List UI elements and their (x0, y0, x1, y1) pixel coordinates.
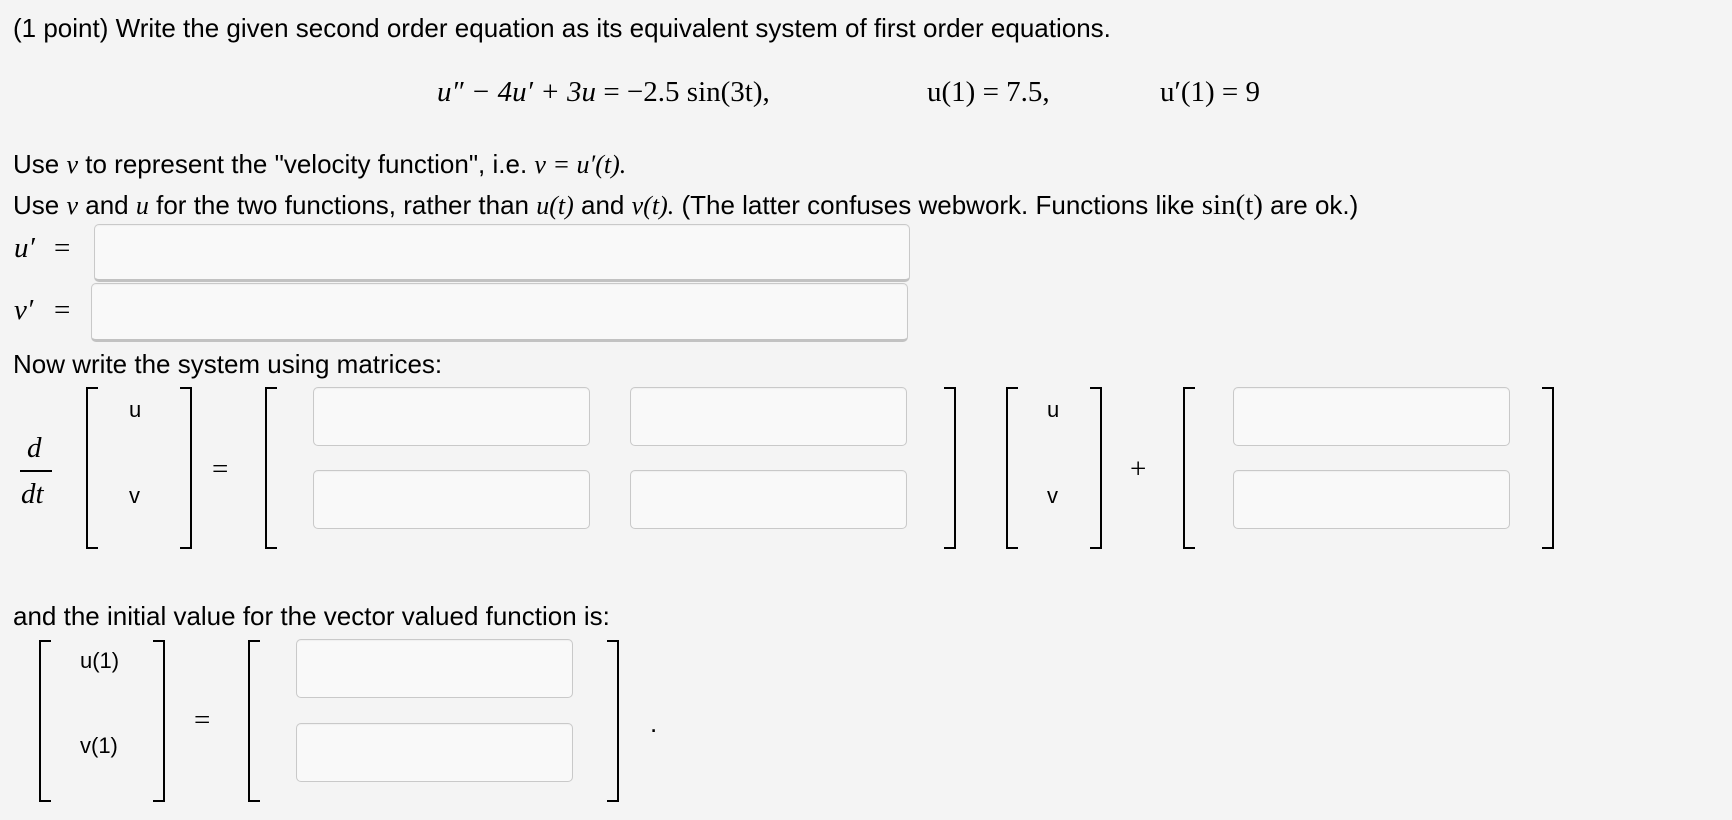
note-math-vt: v(t). (631, 191, 675, 220)
note-math-sin: sin(t) (1201, 189, 1263, 221)
uprime-equals: = (54, 232, 71, 264)
note-math-u: u (135, 191, 149, 220)
vector-left-bracket-open (86, 387, 98, 549)
ode-left: u″ − 4u′ + 3u (437, 76, 597, 108)
derivative-dt: dt (21, 478, 44, 510)
function-note (13, 189, 1358, 222)
matrix-a22-input[interactable] (630, 470, 907, 529)
vprime-label: v′ (14, 294, 34, 326)
velocity-note (13, 149, 626, 180)
note-text: to represent the "velocity function", i.e. (85, 149, 528, 179)
vector-b-bracket-open (1183, 387, 1195, 549)
note-math-ut: u(t) (536, 191, 574, 220)
uprime-label: u′ (14, 232, 35, 264)
vprime-equals: = (54, 294, 71, 326)
vector-u-label: u (1047, 397, 1060, 422)
ode-equation (437, 76, 770, 109)
initial-equals: = (194, 704, 211, 736)
matrix-equals: = (212, 453, 229, 485)
uprime-input[interactable] (94, 224, 910, 282)
ode-equals: = (603, 76, 620, 108)
matrix-a21-input[interactable] (313, 470, 590, 529)
u1-label: u(1) (80, 648, 120, 673)
matrix-a-bracket-close (944, 387, 956, 549)
note-text: and (581, 190, 625, 220)
vector-u-label: u (129, 397, 142, 422)
initial-right-bracket-close (607, 640, 619, 802)
initial-left-bracket-open (39, 640, 51, 802)
trailing-period: . (650, 708, 658, 738)
initial-v-input[interactable] (296, 723, 573, 782)
problem-statement (13, 13, 1111, 44)
matrix-a12-input[interactable] (630, 387, 907, 446)
matrix-heading: Now write the system using matrices: (13, 349, 443, 379)
matrix-a-bracket-open (265, 387, 277, 549)
vector-b2-input[interactable] (1233, 470, 1510, 529)
vector-b-bracket-close (1542, 387, 1554, 549)
note-text: Use (13, 190, 60, 220)
v1-label: v(1) (80, 733, 118, 758)
note-text: Use (13, 149, 60, 179)
ode-rhs: −2.5 sin(3t), (626, 76, 770, 108)
vector-v-label: v (129, 483, 140, 508)
vector-left-bracket-close (180, 387, 192, 549)
initial-left-bracket-close (153, 640, 165, 802)
initial-u-input[interactable] (296, 639, 573, 698)
vector-b1-input[interactable] (1233, 387, 1510, 446)
vector-right-bracket-close (1090, 387, 1102, 549)
note-text: (The latter confuses webwork. Functions like (681, 190, 1195, 220)
vector-right-bracket-open (1006, 387, 1018, 549)
vprime-input[interactable] (91, 283, 908, 342)
initial-condition-uprime: u′(1) = 9 (1160, 76, 1261, 108)
initial-heading: and the initial value for the vector valued function is: (13, 601, 610, 631)
initial-right-bracket-open (248, 640, 260, 802)
fraction-bar (20, 470, 52, 472)
vector-v-label: v (1047, 483, 1058, 508)
note-text: for the two functions, rather than (156, 190, 529, 220)
instruction-text: Write the given second order equation as its equivalent system of first order equations. (115, 13, 1111, 43)
plus-sign: + (1130, 453, 1147, 485)
note-math-v: v (66, 191, 79, 220)
note-text: are ok.) (1270, 190, 1359, 220)
derivative-d: d (27, 432, 42, 464)
note-text: and (85, 190, 129, 220)
note-math-velocity: v = u′(t). (534, 150, 627, 179)
matrix-a11-input[interactable] (313, 387, 590, 446)
points-label: (1 point) (13, 13, 109, 43)
note-math-v: v (66, 150, 79, 179)
initial-condition-u: u(1) = 7.5, (927, 76, 1050, 108)
